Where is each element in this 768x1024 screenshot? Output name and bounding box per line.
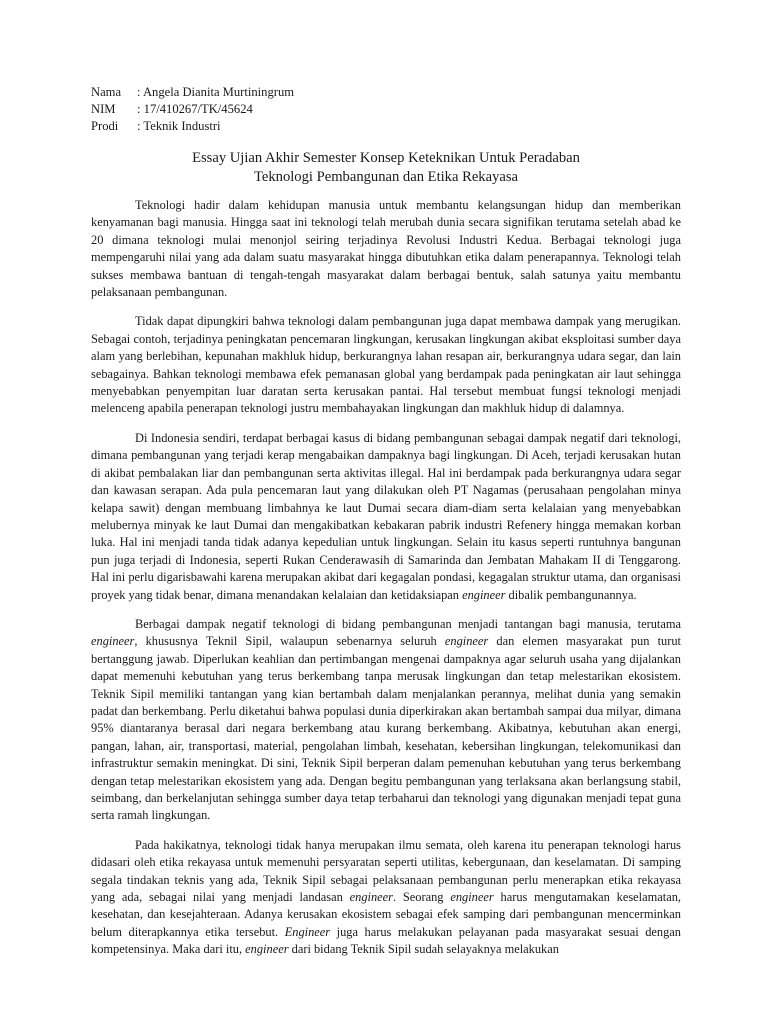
paragraph-text: Teknologi hadir dalam kehidupan manusia untuk membantu kelangsungan hidup dan memberikan kenyamanan bagi manusia. Hingga saat ini teknologi telah merubah dunia secara signifikan terutama setelah abad ke 20 dimana teknologi mulai menonjol seiring terjadinya Revolusi Industri Kedua. Berbagai teknologi juga mempengaruhi nilai yang ada dalam suatu masyarakat hingga dibutuhkan etika dalam penerapannya. Teknologi telah sukses membawa bantuan di tengah-tengah masyarakat dalam berbagai bentuk, salah satunya yaitu membantu pelaksanaan pembangunan. <box>91 198 681 300</box>
identity-row-nama <box>91 84 681 101</box>
paragraph-text: , khususnya Teknil Sipil, walaupun sebenarnya seluruh <box>134 634 445 649</box>
italic-term: Engineer <box>284 924 331 939</box>
paragraph-text: Di Indonesia sendiri, terdapat berbagai kasus di bidang pembangunan sebagai dampak negatif dari teknologi, dimana pembangunan yang terjadi kerap mengabaikan dampaknya bagi lingkungan. Di Aceh, terjadi kerusakan hutan di akibat pembalakan liar dan pembangunan serta aktivitas illegal. Hal ini berdampak pada berkurangnya udara segar dan kawasan serapan. Ada pula pencemaran laut yang dilakukan oleh PT Nagamas (perusahaan pengolahan minya kelapa sawit) dengan membuang limbahnya ke laut Dumai secara diam-diam serta kelalaian yang menyebabkan melubernya minyak ke laut Dumai dan mengakibatkan kebakaran pabrik industri Refenery hingga memakan korban luka. Hal ini menjadi tanda tidak adanya kepedulian untuk lingkungan. Selain itu kasus seperti runtuhnya bangunan pun juga terjadi di Indonesia, seperti Rukan Cenderawasih di Samarinda dan Jembatan Mahakam II di Tenggarong. Hal ini perlu digarisbawahi karena merupakan akibat dari kegagalan pondasi, kegagalan struktur utama, dan organisasi proyek yang tidak benar, dimana menandakan kelalaian dan ketidaksiapan <box>91 430 681 602</box>
italic-term: engineer <box>349 890 393 905</box>
identity-value: : Teknik Industri <box>137 119 221 133</box>
italic-term: engineer <box>245 942 289 957</box>
identity-row-nim <box>91 101 681 118</box>
paragraph <box>91 616 681 825</box>
paragraph-text: dan elemen masyarakat pun turut bertanggung jawab. Diperlukan keahlian dan pertimbangan mengenai dampaknya agar seluruh usaha yang dijalankan dapat memenuhi kebutuhan yang terus berkembang tanpa merusak lingkungan dan tetap melestarikan ekosistem. Teknik Sipil memiliki tantangan yang kian bertambah dalam menjalankan perannya, melihat dunia yang semakin padat dan berkembang. Perlu diketahui bahwa populasi dunia diperkirakan akan bertambah sampai dua milyar, dimana 95% diantaranya berasal dari negara berkembang atau kurang berkembang. Akibatnya, kebutuhan akan energi, pangan, lahan, air, transportasi, material, pengolahan limbah, kesehatan, kebersihan lingkungan, telekomunikasi dan infrastruktur semakin meningkat. Di sini, Teknik Sipil berperan dalam pemenuhan kebutuhan yang terus berkembang dengan tetap melestarikan ekosistem yang ada. Dengan begitu pembangunan yang terlaksana akan berlangsung stabil, seimbang, dan berkelanjutan sehingga sumber daya tetap terbaharui dan teknologi yang digunakan menjadi tepat guna serta ramah lingkungan. <box>91 634 681 823</box>
identity-label: Prodi <box>91 119 119 133</box>
paragraph-text: Pada hakikatnya, teknologi tidak hanya merupakan ilmu semata, oleh karena itu penerapan teknologi harus didasari oleh etika rekayasa untuk memenuhi persyaratan seperti utilitas, kebergunaan, dan keselamatan. Di samping segala tindakan teknis yang ada, Teknik Sipil sebagai pelaksanaan pembangunan perlu menerapkan etika rekayasa yang ada, sebagai nilai yang menjadi landasan <box>91 837 681 905</box>
essay-title <box>91 149 681 187</box>
italic-term: engineer <box>462 587 506 602</box>
paragraph <box>91 197 681 301</box>
italic-term: engineer <box>450 890 494 905</box>
identity-label: Nama <box>91 85 122 99</box>
paragraph-text: harus mengutamakan keselamatan, kesehatan, dan kesejahteraan. Adanya kerusakan ekosistem sebagai efek samping dari pembangunan mencerminkan belum diterapkannya etika tersebut. <box>91 890 681 939</box>
identity-row-prodi <box>91 118 681 135</box>
paragraph-text: Berbagai dampak negatif teknologi di bidang pembangunan menjadi tantangan bagi manusia, terutama <box>135 616 681 631</box>
essay-body <box>91 197 681 959</box>
student-identity <box>91 84 681 135</box>
paragraph <box>91 837 681 959</box>
essay-title-line-2: Teknologi Pembangunan dan Etika Rekayasa <box>253 169 519 185</box>
paragraph-text: dari bidang Teknik Sipil sudah selayaknya melakukan <box>288 942 559 957</box>
paragraph <box>91 313 681 417</box>
essay-title-line-1: Essay Ujian Akhir Semester Konsep Keteknikan Untuk Peradaban <box>192 150 580 166</box>
identity-label: NIM <box>91 102 116 116</box>
paragraph-text: Tidak dapat dipungkiri bahwa teknologi dalam pembangunan juga dapat membawa dampak yang merugikan. Sebagai contoh, terjadinya peningkatan pencemaran lingkungan, kerusakan lingkungan akibat eksploitasi sumber daya alam yang berlebihan, kepunahan makhluk hidup, berkurangnya lahan resapan air, berkurangnya udara segar, dan lain sebagainya. Bahkan teknologi membawa efek pemanasan global yang berdampak pada peningkatan air laut sehingga menyebabkan penyempitan luar daratan serta kerusakan pantai. Hal tersebut membuat fungsi teknologi menjadi melenceng apabila penerapan teknologi justru membahayakan lingkungan dan makhluk hidup di dalamnya. <box>91 314 681 416</box>
paragraph <box>91 430 681 604</box>
identity-value: : 17/410267/TK/45624 <box>137 102 253 116</box>
paragraph-text: dibalik pembangunannya. <box>505 587 637 602</box>
identity-value: : Angela Dianita Murtiningrum <box>137 85 295 99</box>
italic-term: engineer <box>91 634 135 649</box>
paragraph-text: . Seorang <box>392 890 451 905</box>
paragraph-text: juga harus melakukan pelayanan pada masyarakat sesuai dengan kompetensinya. Maka dari itu, <box>91 924 681 957</box>
italic-term: engineer <box>444 634 489 649</box>
